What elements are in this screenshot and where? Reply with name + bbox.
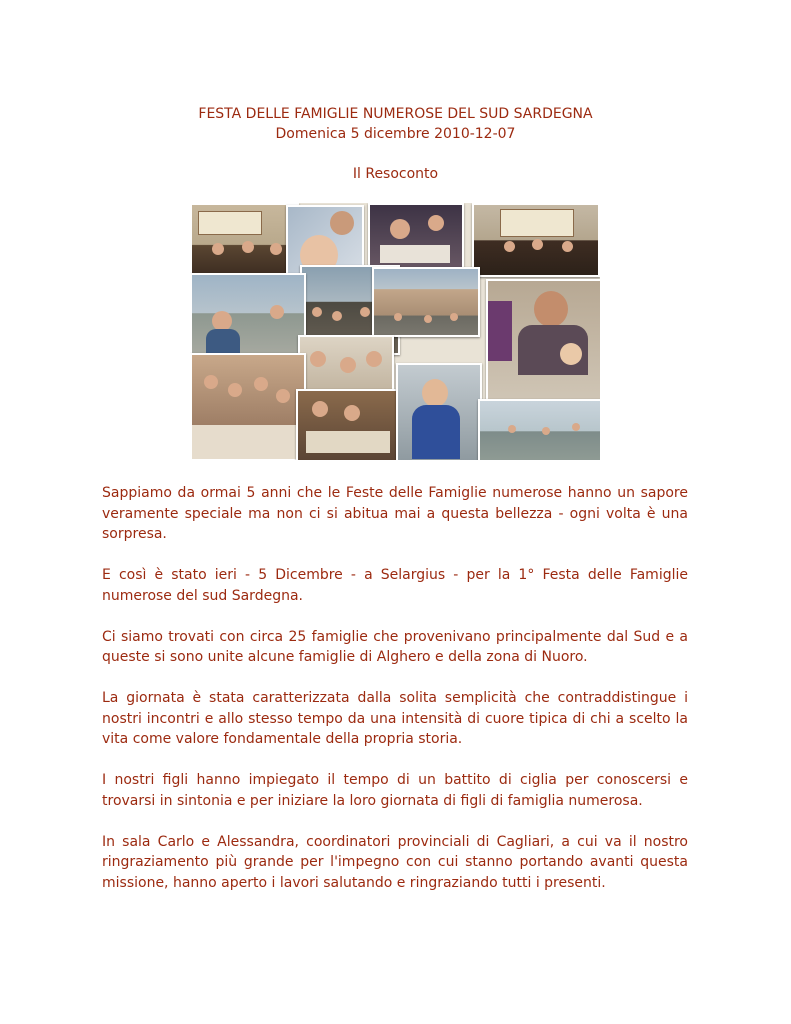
- photo-priest-baby: [486, 279, 600, 405]
- document-body: [102, 483, 688, 914]
- paragraph: La giornata è stata caratterizzata dalla solita semplicità che contraddistingue i nostri incontri e allo stesso tempo da una intensità di cuore tipica di chi a scelto la vita come valore fondamentale della propria storia.: [102, 690, 688, 747]
- document-date: Domenica 5 dicembre 2010-12-07: [275, 126, 516, 142]
- document-title: FESTA DELLE FAMIGLIE NUMEROSE DEL SUD SARDEGNA: [198, 106, 593, 122]
- paragraph: Sappiamo da ormai 5 anni che le Feste delle Famiglie numerose hanno un sapore veramente speciale ma non ci si abitua mai a questa bellezza - ogni volta è una sorpresa.: [102, 485, 688, 542]
- photo-crowd-hall: [190, 353, 306, 460]
- photo-kids-crafting: [296, 389, 400, 460]
- paragraph: E così è stato ieri - 5 Dicembre - a Selargius - per la 1° Festa delle Famiglie numerose del sud Sardegna.: [102, 567, 688, 604]
- paragraph: In sala Carlo e Alessandra, coordinatori provinciali di Cagliari, a cui va il nostro ringraziamento più grande per l'impegno con cui stanno portando avanti questa missione, hanno aperto i lavori salutando e ringraziando tutti i presenti.: [102, 833, 688, 891]
- paragraph: I nostri figli hanno impiegato il tempo di un battito di ciglia per conoscersi e trovarsi in sintonia e per iniziare la loro giornata di figli di famiglia numerosa.: [102, 772, 688, 809]
- photo-boy-blue: [396, 363, 482, 460]
- document-subtitle: Il Resoconto: [352, 166, 439, 182]
- paragraph: Ci siamo trovati con circa 25 famiglie che provenivano principalmente dal Sud e a queste si sono unite alcune famiglie di Alghero e della zona di Nuoro.: [102, 628, 688, 665]
- photo-collage: [190, 203, 600, 460]
- photo-conference-right: [472, 203, 600, 277]
- photo-field-right: [478, 399, 600, 460]
- photo-courtyard: [372, 267, 480, 337]
- banner-shape: [198, 211, 262, 235]
- photo-outdoor-left: [190, 273, 306, 361]
- photo-conference-left: [190, 203, 299, 279]
